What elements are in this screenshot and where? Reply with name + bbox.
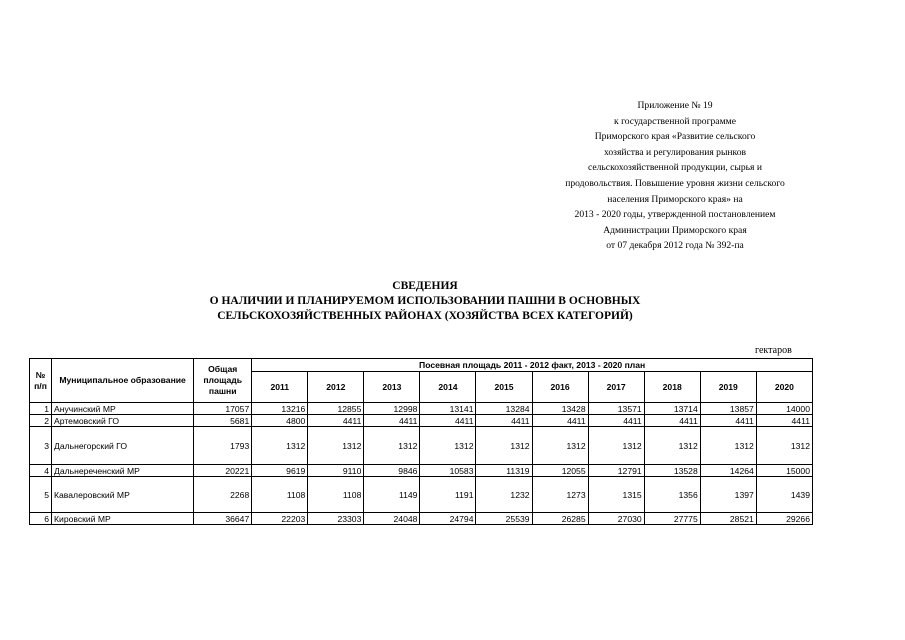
cell-value: 1312	[476, 427, 532, 465]
cell-value: 27030	[588, 513, 644, 525]
table-row	[30, 415, 813, 427]
header-year: 2017	[588, 372, 644, 403]
cell-value: 1356	[644, 477, 700, 513]
cell-value: 1312	[588, 427, 644, 465]
header-year: 2014	[420, 372, 476, 403]
cell-no: 1	[30, 403, 52, 415]
cell-total: 1793	[194, 427, 252, 465]
cell-municipality: Анучинский МР	[52, 403, 194, 415]
cell-value: 1312	[420, 427, 476, 465]
cell-value: 25539	[476, 513, 532, 525]
cell-value: 15000	[756, 465, 812, 477]
appendix-line: 2013 - 2020 годы, утвержденной постановлением	[574, 209, 776, 221]
cell-value: 13141	[420, 403, 476, 415]
cell-value: 13284	[476, 403, 532, 415]
cell-total: 17057	[194, 403, 252, 415]
cell-value: 1191	[420, 477, 476, 513]
header-municipality: Муниципальное образование	[52, 359, 194, 403]
cell-value: 9619	[252, 465, 308, 477]
cell-value: 1312	[364, 427, 420, 465]
cell-value: 13857	[700, 403, 756, 415]
cell-value: 1312	[532, 427, 588, 465]
appendix-line: населения Приморского края» на	[607, 193, 743, 205]
cell-value: 1315	[588, 477, 644, 513]
cell-value: 12998	[364, 403, 420, 415]
cell-value: 11319	[476, 465, 532, 477]
table-row	[30, 513, 813, 525]
cell-value: 1439	[756, 477, 812, 513]
cell-value: 14000	[756, 403, 812, 415]
header-year: 2019	[700, 372, 756, 403]
cell-value: 1397	[700, 477, 756, 513]
header-year: 2018	[644, 372, 700, 403]
appendix-line: хозяйства и регулирования рынков	[603, 146, 747, 158]
unit-label: гектаров	[755, 345, 792, 356]
table-row	[30, 403, 813, 415]
cell-value: 4411	[420, 415, 476, 427]
cell-value: 28521	[700, 513, 756, 525]
cell-no: 6	[30, 513, 52, 525]
cell-value: 1312	[700, 427, 756, 465]
cell-value: 29266	[756, 513, 812, 525]
cell-value: 9110	[308, 465, 364, 477]
cell-value: 4411	[756, 415, 812, 427]
cell-no: 2	[30, 415, 52, 427]
header-year: 2016	[532, 372, 588, 403]
title-line: О НАЛИЧИИ И ПЛАНИРУЕМОМ ИСПОЛЬЗОВАНИИ ПАШНИ В ОСНОВНЫХ	[209, 295, 641, 307]
cell-value: 4800	[252, 415, 308, 427]
cell-value: 1312	[644, 427, 700, 465]
appendix-line: Приморского края «Развитие сельского	[594, 131, 756, 143]
cell-value: 27775	[644, 513, 700, 525]
cell-value: 1149	[364, 477, 420, 513]
cell-value: 4411	[308, 415, 364, 427]
appendix-line: Администрации Приморского края	[603, 224, 747, 236]
table-row	[30, 477, 813, 513]
cell-municipality: Артемовский ГО	[52, 415, 194, 427]
cell-value: 24048	[364, 513, 420, 525]
appendix-line: от 07 декабря 2012 года № 392-па	[606, 240, 744, 252]
appendix-line: к государственной программе	[614, 115, 736, 127]
cell-total: 20221	[194, 465, 252, 477]
cell-value: 12791	[588, 465, 644, 477]
appendix-note	[535, 98, 815, 254]
cell-no: 5	[30, 477, 52, 513]
cell-no: 4	[30, 465, 52, 477]
cell-value: 4411	[364, 415, 420, 427]
header-no: № п/п	[30, 359, 52, 403]
appendix-line: продовольствия. Повышение уровня жизни сельского	[565, 177, 785, 189]
cell-value: 26285	[532, 513, 588, 525]
cell-value: 12855	[308, 403, 364, 415]
document-title	[80, 279, 770, 324]
header-year: 2015	[476, 372, 532, 403]
cell-value: 1108	[252, 477, 308, 513]
table-header-row	[30, 359, 813, 372]
cell-value: 4411	[588, 415, 644, 427]
cell-total: 5681	[194, 415, 252, 427]
cell-municipality: Кавалеровский МР	[52, 477, 194, 513]
appendix-line: Приложение № 19	[637, 100, 713, 111]
header-year: 2011	[252, 372, 308, 403]
cell-value: 1312	[308, 427, 364, 465]
cell-municipality: Дальнегорский ГО	[52, 427, 194, 465]
cell-value: 13571	[588, 403, 644, 415]
header-year: 2020	[756, 372, 812, 403]
cell-value: 4411	[644, 415, 700, 427]
cell-total: 36647	[194, 513, 252, 525]
title-line: СВЕДЕНИЯ	[392, 280, 458, 292]
cell-value: 4411	[476, 415, 532, 427]
cell-value: 13714	[644, 403, 700, 415]
header-year: 2012	[308, 372, 364, 403]
cell-municipality: Кировский МР	[52, 513, 194, 525]
cell-no: 3	[30, 427, 52, 465]
cell-value: 10583	[420, 465, 476, 477]
cell-value: 22203	[252, 513, 308, 525]
cell-value: 13428	[532, 403, 588, 415]
cell-value: 1312	[252, 427, 308, 465]
cell-value: 1108	[308, 477, 364, 513]
table-row	[30, 465, 813, 477]
cell-value: 4411	[700, 415, 756, 427]
cell-value: 14264	[700, 465, 756, 477]
cell-total: 2268	[194, 477, 252, 513]
cell-value: 4411	[532, 415, 588, 427]
cell-value: 13528	[644, 465, 700, 477]
arable-land-table	[29, 358, 813, 525]
header-sown-area-group: Посевная площадь 2011 - 2012 факт, 2013 - 2020 план	[252, 359, 813, 372]
cell-value: 23303	[308, 513, 364, 525]
table-row	[30, 427, 813, 465]
cell-value: 9846	[364, 465, 420, 477]
cell-value: 13216	[252, 403, 308, 415]
cell-value: 1273	[532, 477, 588, 513]
cell-value: 24794	[420, 513, 476, 525]
cell-value: 1232	[476, 477, 532, 513]
header-year: 2013	[364, 372, 420, 403]
appendix-line: сельскохозяйственной продукции, сырья и	[588, 162, 762, 174]
title-line: СЕЛЬСКОХОЗЯЙСТВЕННЫХ РАЙОНАХ (ХОЗЯЙСТВА ВСЕХ КАТЕГОРИЙ)	[217, 310, 633, 322]
cell-municipality: Дальнереченский МР	[52, 465, 194, 477]
cell-value: 1312	[756, 427, 812, 465]
cell-value: 12055	[532, 465, 588, 477]
header-total-area: Общая площадь пашни	[194, 359, 252, 403]
